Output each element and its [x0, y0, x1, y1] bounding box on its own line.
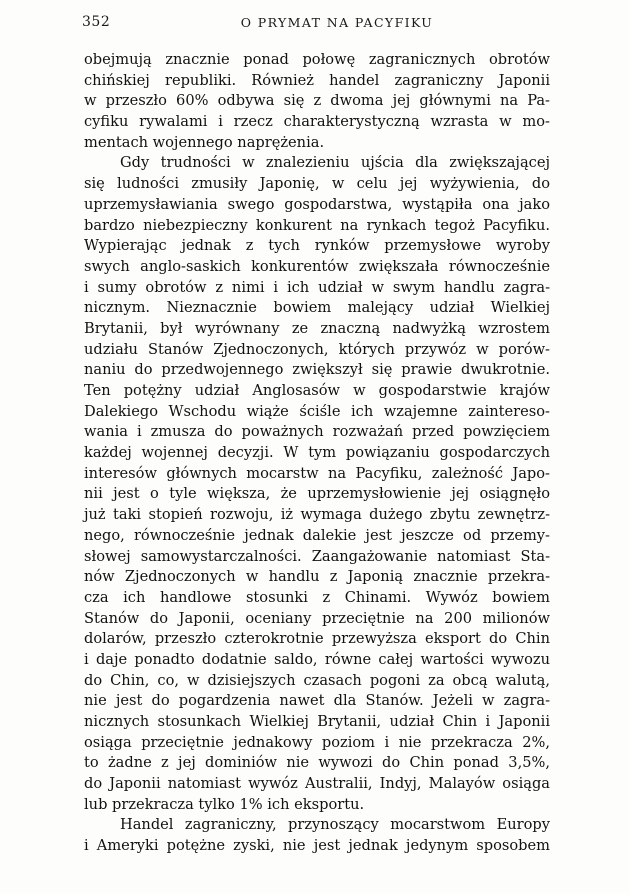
text-line: swych anglo-saskich konkurentów zwiększała równocześnie: [84, 257, 550, 275]
text-line: do Japonii natomiast wywóz Australii, Indyj, Malayów osiąga: [84, 775, 550, 793]
text-line: wania i zmusza do poważnych rozważań przed powzięciem: [84, 423, 550, 441]
text-line: Stanów do Japonii, oceniany przeciętnie na 200 milionów: [84, 609, 550, 627]
body-text: [84, 50, 550, 857]
text-line: cyfiku rywalami i rzecz charakterystyczną wzrasta w mo-: [84, 113, 550, 131]
text-line: nicznych stosunkach Wielkiej Brytanii, udział Chin i Japonii: [84, 713, 550, 730]
text-line: naniu do przedwojennego zwiększył się prawie dwukrotnie.: [84, 361, 550, 379]
text-line: Brytanii, był wyrównany ze znaczną nadwyżką wzrostem: [84, 319, 550, 337]
text-line: i Ameryki potężne zyski, nie jest jednak jedynym sposobem: [84, 837, 550, 855]
text-line: lub przekracza tylko 1% ich eksportu.: [84, 795, 365, 813]
text-line: uprzemysławiania swego gospodarstwa, wystąpiła ona jako: [84, 195, 550, 213]
text-line: cza ich handlowe stosunki z Chinami. Wywóz bowiem: [84, 588, 550, 606]
text-line: Gdy trudności w znalezieniu ujścia dla zwiększającej: [120, 154, 550, 172]
text-line: w przeszło 60% odbywa się z dwoma jej głównymi na Pa-: [84, 92, 550, 110]
running-title: O PRYMAT NA PACYFIKU: [240, 15, 434, 30]
page-number: 352: [82, 14, 111, 30]
text-line: nie jest do pogardzenia nawet dla Stanów. Jeżeli w zagra-: [84, 692, 550, 710]
text-line: dolarów, przeszło czterokrotnie przewyższa eksport do Chin: [84, 630, 550, 648]
text-line: udziału Stanów Zjednoczonych, których przywóz w porów-: [84, 340, 550, 358]
page-header: [82, 12, 552, 34]
text-line: interesów głównych mocarstw na Pacyfiku, zależność Japo-: [84, 464, 550, 482]
text-line: już taki stopień rozwoju, iż wymaga dużego zbytu zewnętrz-: [84, 506, 550, 524]
text-line: bardzo niebezpieczny konkurent na rynkach tegoż Pacyfiku.: [84, 216, 550, 234]
text-line: Ten potężny udział Anglosasów w gospodarstwie krajów: [84, 382, 550, 399]
text-line: Wypierając jednak z tych rynków przemysłowe wyroby: [84, 237, 550, 255]
text-line: i sumy obrotów z nimi i ich udział w swym handlu zagra-: [84, 278, 550, 296]
text-line: każdej wojennej decyzji. W tym powiązaniu gospodarczych: [84, 444, 550, 462]
text-line: Handel zagraniczny, przynoszący mocarstwom Europy: [120, 816, 550, 834]
text-line: obejmują znacznie ponad połowę zagranicznych obrotów: [84, 51, 550, 68]
text-line: nego, równocześnie jednak dalekie jest jeszcze od przemy-: [84, 526, 550, 544]
text-line: nii jest o tyle większa, że uprzemysłowienie jej osiągnęło: [84, 485, 550, 503]
text-line: to żadne z jej dominiów nie wywozi do Chin ponad 3,5%,: [84, 754, 550, 772]
text-line: osiąga przeciętnie jednakowy poziom i nie przekracza 2%,: [84, 733, 550, 751]
text-line: i daje ponadto dodatnie saldo, równe całej wartości wywozu: [84, 650, 550, 668]
text-line: słowej samowystarczalności. Zaangażowanie natomiast Sta-: [84, 547, 550, 565]
text-line: nów Zjednoczonych w handlu z Japonią znacznie przekra-: [84, 568, 550, 586]
text-line: Dalekiego Wschodu wiąże ściśle ich wzajemne zaintereso-: [84, 402, 550, 420]
text-line: do Chin, co, w dzisiejszych czasach pogoni za obcą walutą,: [84, 671, 550, 689]
text-line: mentach wojennego naprężenia.: [84, 133, 325, 151]
text-line: nicznym. Nieznacznie bowiem malejący udział Wielkiej: [84, 299, 550, 317]
text-line: chińskiej republiki. Również handel zagraniczny Japonii: [84, 71, 550, 89]
text-line: się ludności zmusiły Japonię, w celu jej wyżywienia, do: [84, 175, 550, 193]
